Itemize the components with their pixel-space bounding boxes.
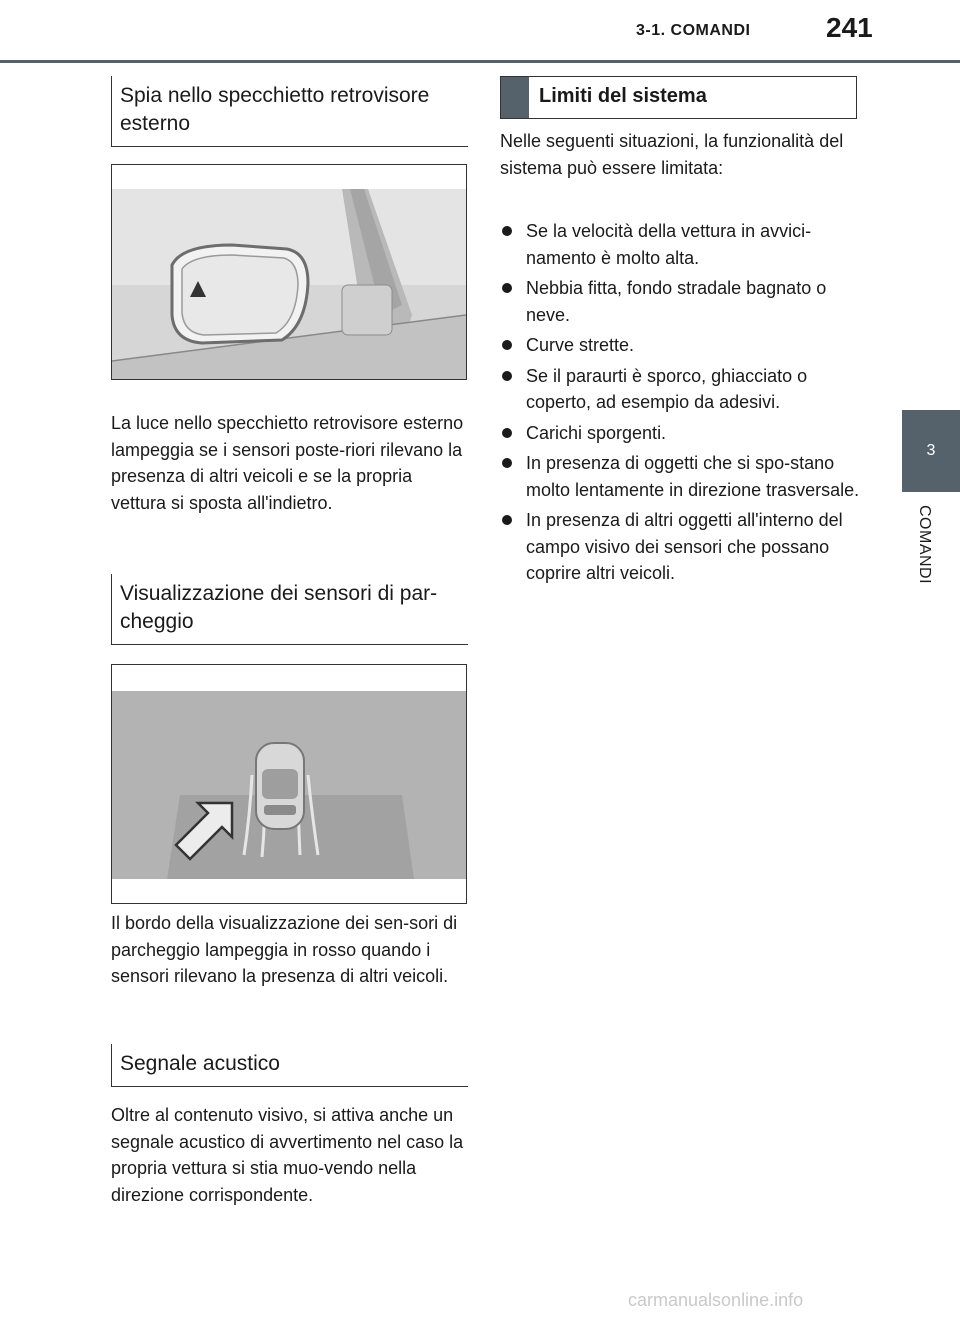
heading-system-limits-text: Limiti del sistema bbox=[539, 85, 707, 107]
parking-display-drawing bbox=[112, 665, 466, 903]
list-item: Carichi sporgenti. bbox=[500, 420, 860, 447]
list-item: Nebbia fitta, fondo stradale bagnato o neve. bbox=[500, 275, 860, 328]
paragraph-limits-intro: Nelle seguenti situazioni, la funzionalità del sistema può essere limitata: bbox=[500, 131, 844, 178]
heading-system-limits bbox=[500, 76, 857, 119]
paragraph-acoustic-signal: Oltre al contenuto visivo, si attiva anche un segnale acustico di avvertimento nel caso la propria vettura si stia muo-vendo nella direzione corrispondente. bbox=[111, 1105, 464, 1205]
list-item: Curve strette. bbox=[500, 332, 860, 359]
header-divider bbox=[0, 60, 960, 63]
paragraph-parking-display: Il bordo della visualizzazione dei sen-sori di parcheggio lampeggia in rosso quando i sensori rilevano la presenza di altri veicoli. bbox=[111, 913, 458, 986]
mirror-illustration bbox=[111, 164, 467, 380]
heading-parking-display: Visualizzazione dei sensori di par-cheggio bbox=[111, 574, 468, 645]
list-item: In presenza di altri oggetti all'interno del campo visivo dei sensori che possano coprire altri veicoli. bbox=[500, 507, 860, 587]
watermark: carmanualsonline.info bbox=[628, 1290, 804, 1310]
chapter-tab bbox=[902, 410, 960, 492]
heading-accent-bar bbox=[501, 77, 529, 118]
heading-mirror-indicator: Spia nello specchietto retrovisore esterno bbox=[111, 76, 468, 147]
parking-display-illustration bbox=[111, 664, 467, 904]
mirror-drawing bbox=[112, 165, 466, 379]
list-item: In presenza di oggetti che si spo-stano molto lentamente in direzione trasversale. bbox=[500, 450, 860, 503]
page-number: 241 bbox=[826, 12, 873, 43]
section-title: 3-1. COMANDI bbox=[636, 22, 751, 39]
heading-acoustic-signal: Segnale acustico bbox=[111, 1044, 468, 1087]
list-item: Se la velocità della vettura in avvici-namento è molto alta. bbox=[500, 218, 860, 271]
paragraph-mirror: La luce nello specchietto retrovisore esterno lampeggia se i sensori poste-riori rilevano la presenza di altri veicoli e se la propria vettura si sposta all'indietro. bbox=[111, 413, 464, 513]
limits-list bbox=[500, 218, 860, 591]
list-item: Se il paraurti è sporco, ghiacciato o coperto, ad esempio da adesivi. bbox=[500, 363, 860, 416]
chapter-number: 3 bbox=[926, 442, 936, 459]
chapter-label: COMANDI bbox=[916, 505, 933, 585]
